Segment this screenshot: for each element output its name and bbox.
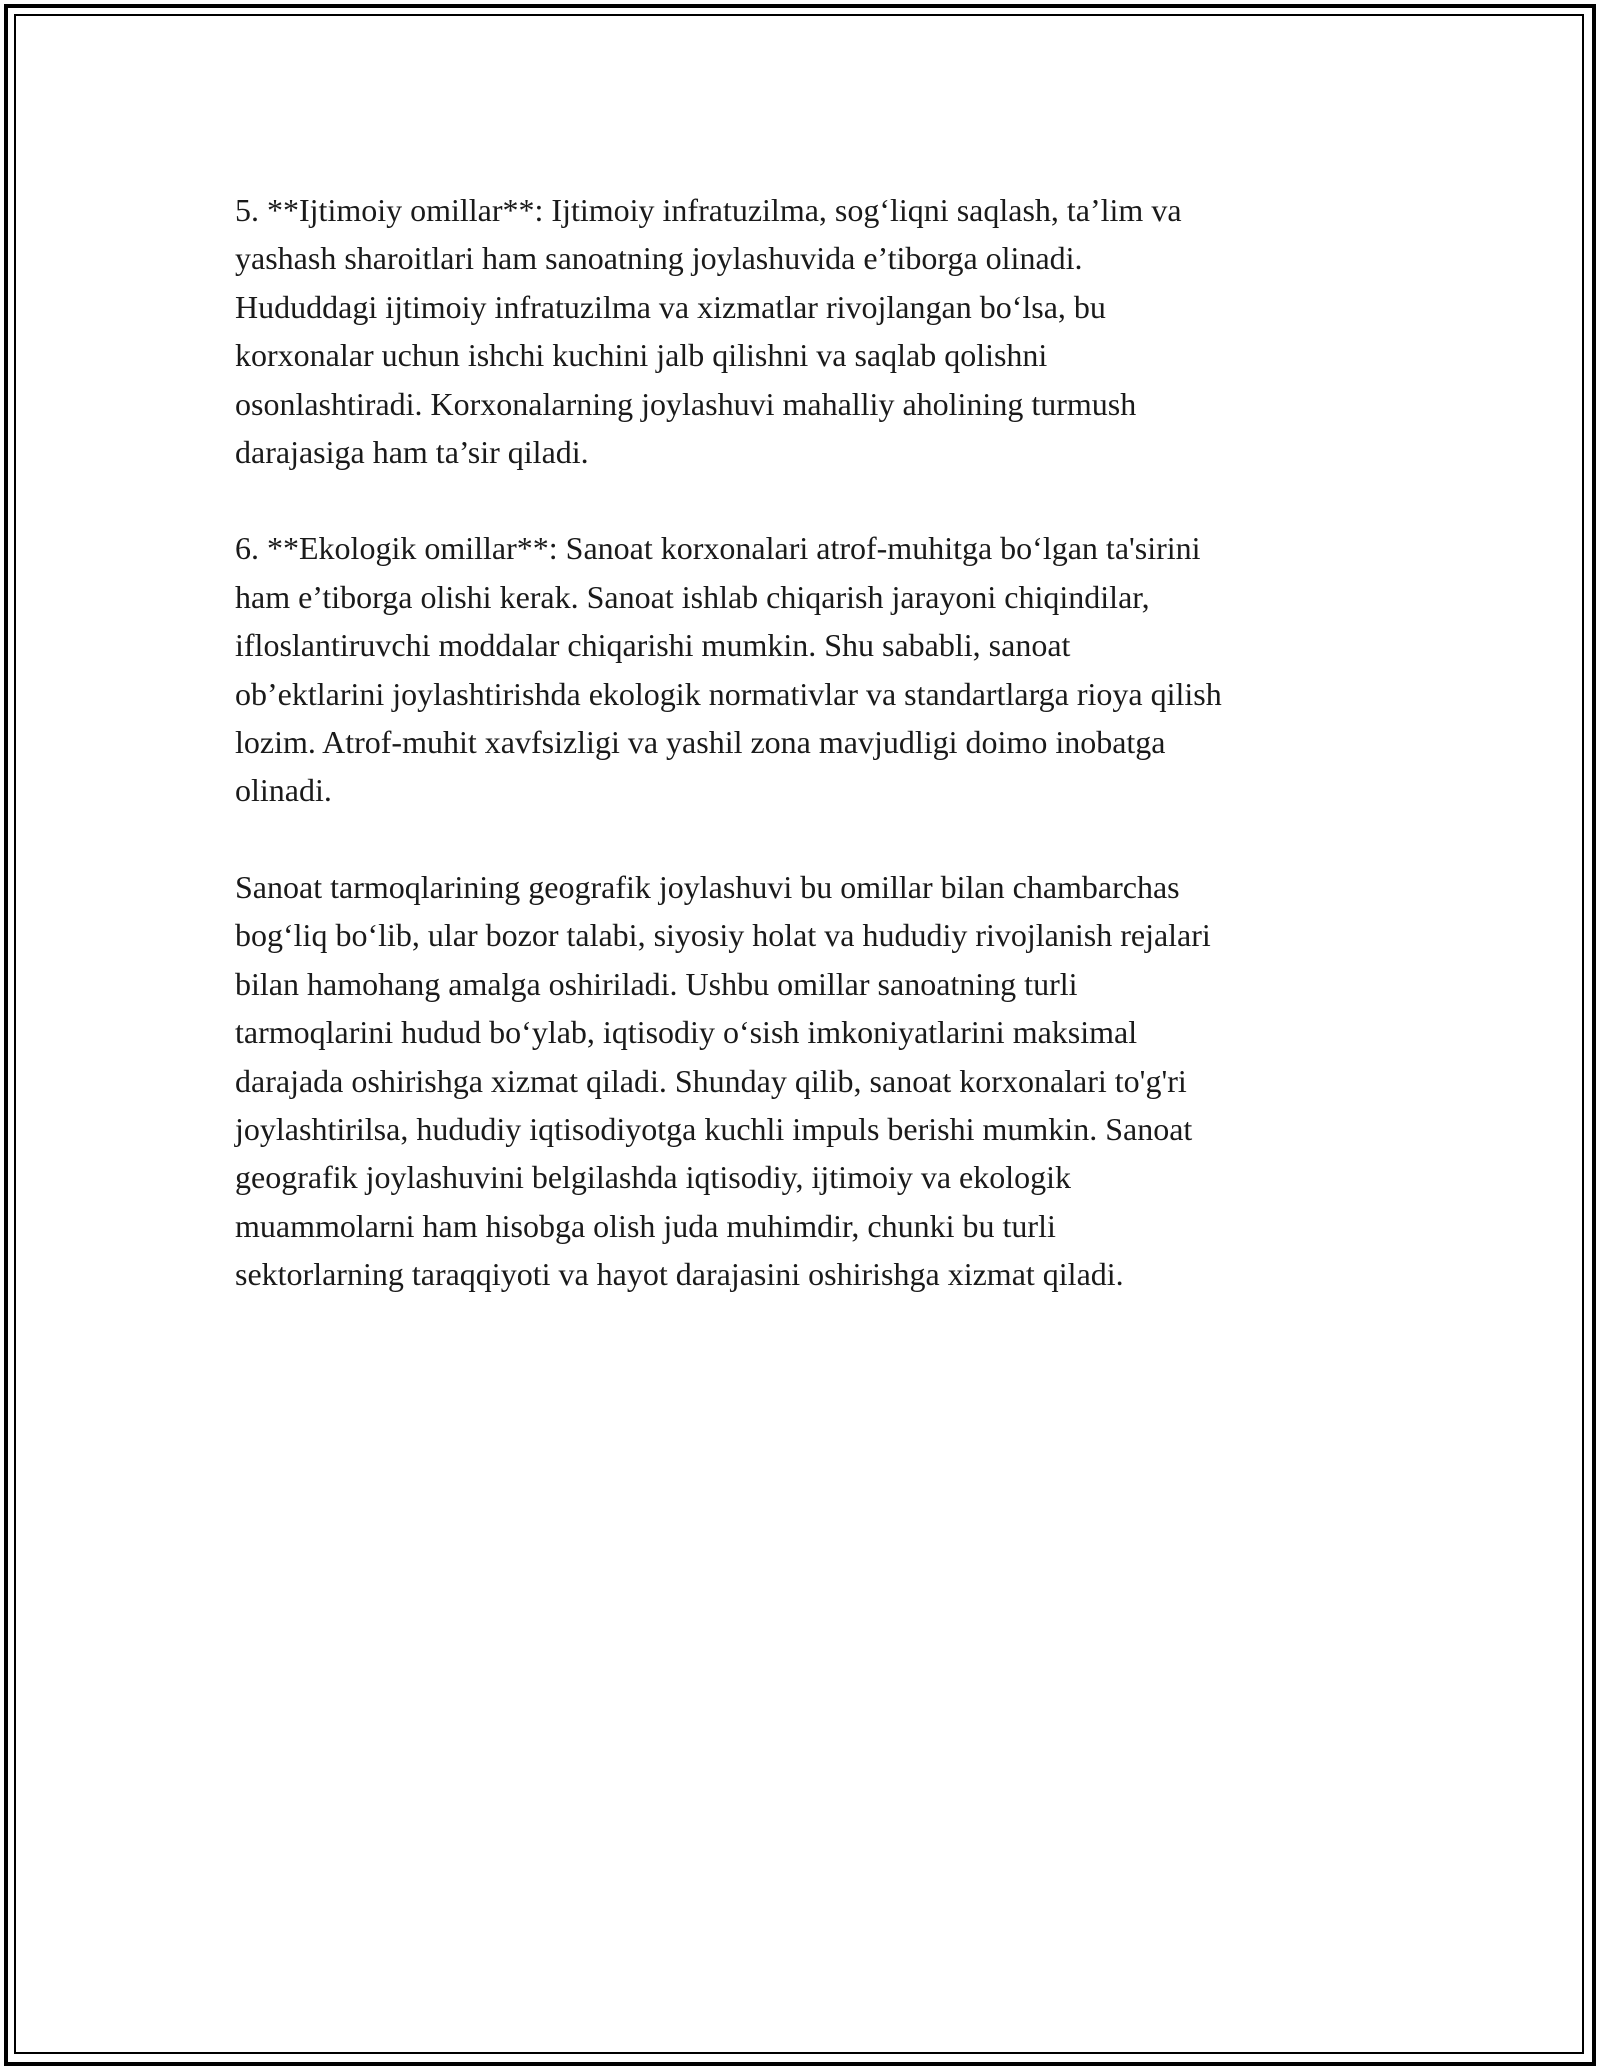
paragraph-social-factors: 5. **Ijtimoiy omillar**: Ijtimoiy infratuzilma, sog‘liqni saqlash, ta’lim va yashash sharoitlari ham sanoatning joylashuvida e’tiborga olinadi. Hududdagi ijtimoiy infratuzilma va xizmatlar rivojlangan bo‘lsa, bu korxonalar uchun ishchi kuchini jalb qilishni va saqlab qolishni osonlashtiradi. Korxonalarning joylashuvi mahalliy aholining turmush darajasiga ham ta’sir qiladi. xyxy=(235,192,1182,471)
paragraph-conclusion: Sanoat tarmoqlarining geografik joylashuvi bu omillar bilan chambarchas bog‘liq bo‘lib, ular bozor talabi, siyosiy holat va hududiy rivojlanish rejalari bilan hamohang amalga oshiriladi. Ushbu omillar sanoatning turli tarmoqlarini hudud bo‘ylab, iqtisodiy o‘sish imkoniyatlarini maksimal darajada oshirishga xizmat qiladi. Shunday qilib, sanoat korxonalari to'g'ri joylashtirilsa, hududiy iqtisodiyotga kuchli impuls berishi mumkin. Sanoat geografik joylashuvini belgilashda iqtisodiy, ijtimoiy va ekologik muammolarni ham hisobga olish juda muhimdir, chunki bu turli sektorlarning taraqqiyoti va hayot darajasini oshirishga xizmat qiladi. xyxy=(235,868,1211,1293)
document-body xyxy=(235,186,1395,1347)
paragraph-ecological-factors: 6. **Ekologik omillar**: Sanoat korxonalari atrof-muhitga bo‘lgan ta'sirini ham e’tiborga olishi kerak. Sanoat ishlab chiqarish jarayoni chiqindilar, ifloslantiruvchi moddalar chiqarishi mumkin. Shu sababli, sanoat ob’ektlarini joylashtirishda ekologik normativlar va standartlarga rioya qilish lozim. Atrof-muhit xavfsizligi va yashil zona mavjudligi doimo inobatga olinadi. xyxy=(235,530,1222,809)
